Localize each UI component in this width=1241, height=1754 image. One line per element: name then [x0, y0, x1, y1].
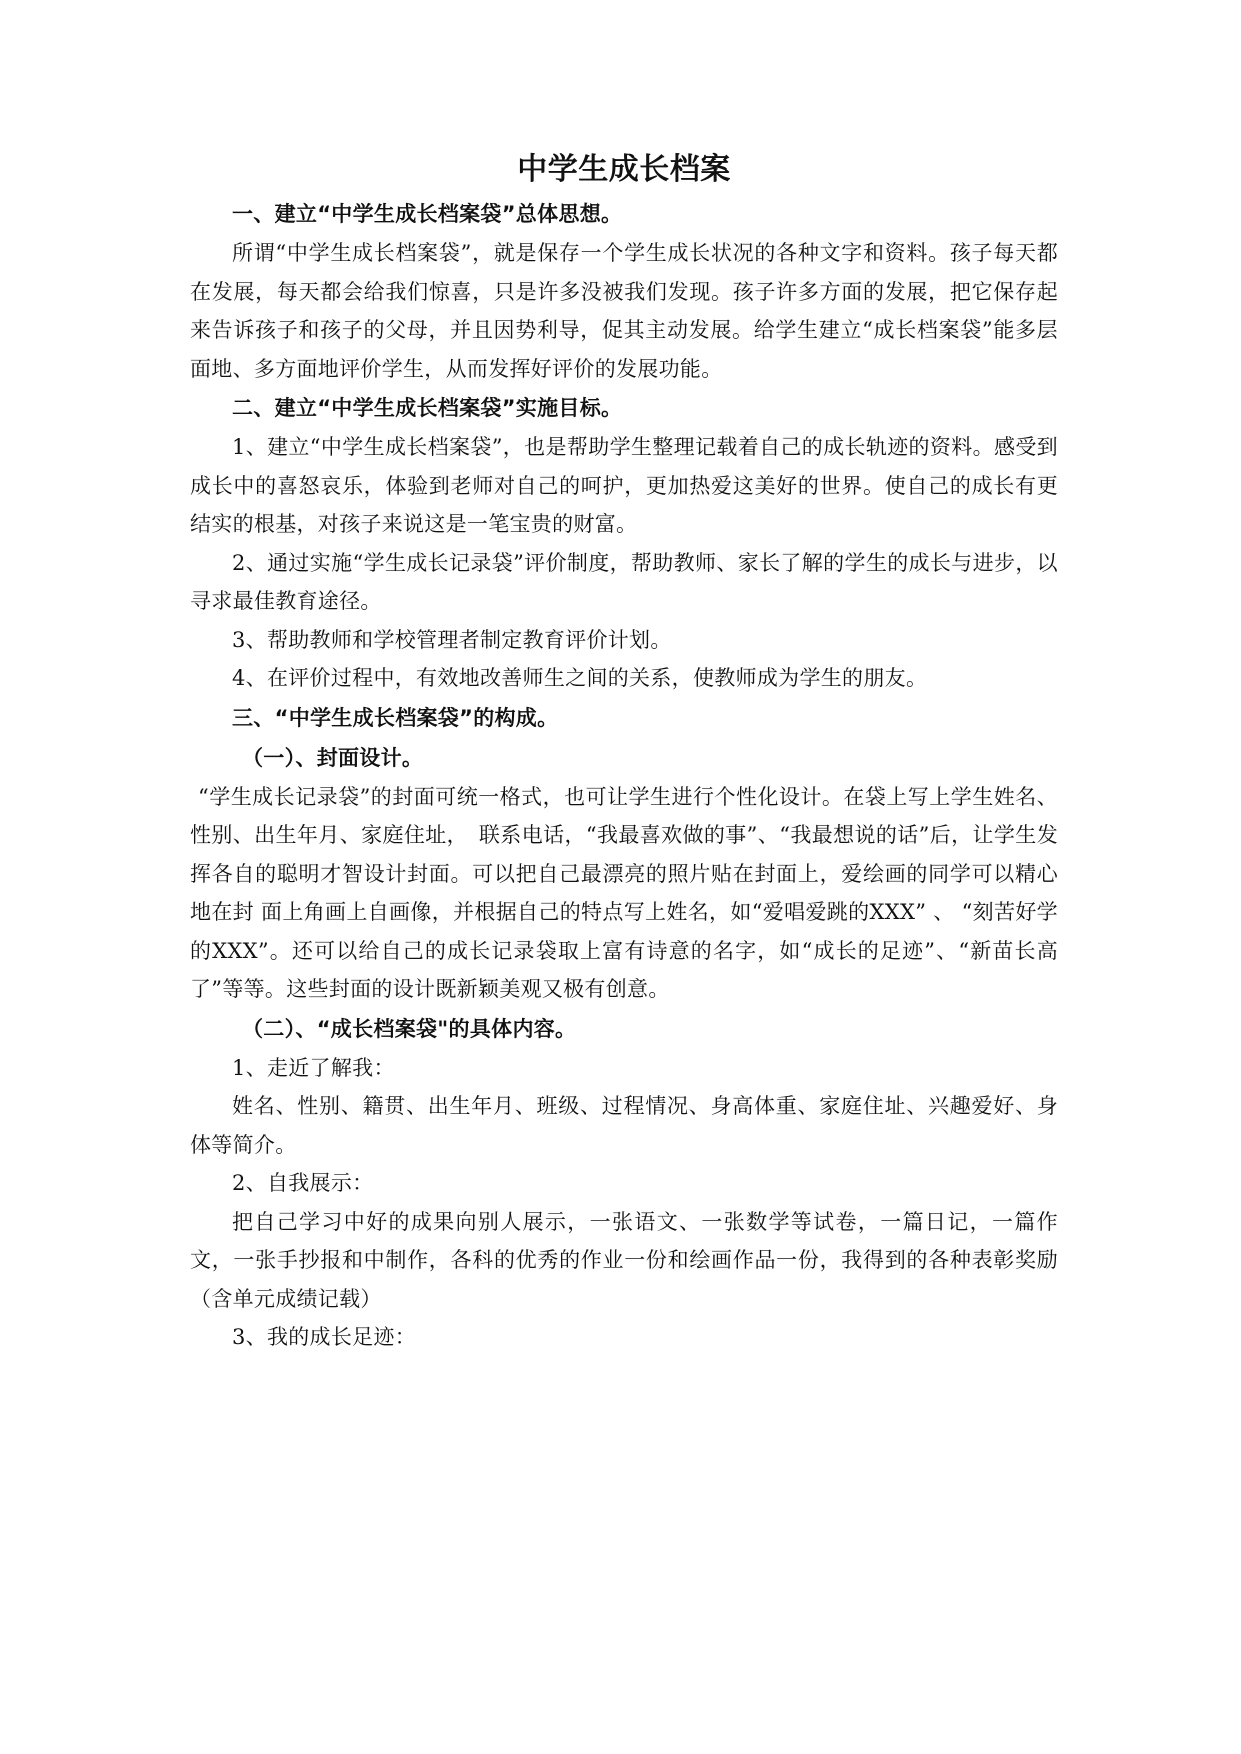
subsection-heading-cover: （一）、封面设计。	[242, 745, 424, 770]
section-heading-2: 二、建立“中学生成长档案袋”实施目标。	[232, 396, 623, 420]
section-heading-3: 三、“中学生成长档案袋”的构成。	[232, 705, 559, 730]
subsection-heading-content: （二）、“成长档案袋"的具体内容。	[242, 1016, 577, 1041]
cover-design-paragraph: “学生成长记录袋”的封面可统一格式，也可让学生进行个性化设计。在袋上写上学生姓名、性别、出生年月、家庭住址， 联系电话，“我最喜欢做的事”、“我最想说的话”后，让学生发挥各自的聪明才智设计封面。可以把自己最漂亮的照片贴在封面上，爱绘画的同学可以精心地在封 面上角画上自画像，并根据自己的特点写上姓名，如“爱唱爱跳的XXX” 、 “刻苦好学的XXX”。还可以给自己的成长记录袋取上富有诗意的名字，如“成长的足迹”、“新苗长高了”等等。这些封面的设计既新颖美观又极有创意。	[190, 784, 1058, 1001]
document-title: 中学生成长档案	[517, 152, 731, 187]
goal-item-4: 4、在评价过程中，有效地改善师生之间的关系，使教师成为学生的朋友。	[232, 666, 928, 690]
content-item-2-text: 把自己学习中好的成果向别人展示，一张语文、一张数学等试卷，一篇日记，一篇作文，一张手抄报和中制作，各科的优秀的作业一份和绘画作品一份，我得到的各种表彰奖励（含单元成绩记载）	[190, 1209, 1058, 1311]
content-item-3-label: 3、我的成长足迹：	[232, 1325, 417, 1349]
section-1-paragraph: 所谓“中学生成长档案袋”，就是保存一个学生成长状况的各种文字和资料。孩子每天都在发展，每天都会给我们惊喜，只是许多没被我们发现。孩子许多方面的发展，把它保存起来告诉孩子和孩子的父母，并且因势利导，促其主动发展。给学生建立“成长档案袋”能多层面地、多方面地评价学生，从而发挥好评价的发展功能。	[190, 241, 1058, 381]
section-heading-1: 一、建立“中学生成长档案袋”总体思想。	[232, 202, 623, 226]
goal-item-2: 2、通过实施“学生成长记录袋”评价制度，帮助教师、家长了解的学生的成长与进步，以寻求最佳教育途径。	[190, 550, 1058, 613]
content-item-1-label: 1、走近了解我：	[232, 1055, 395, 1080]
content-item-2-label: 2、自我展示：	[232, 1171, 374, 1195]
goal-item-3: 3、帮助教师和学校管理者制定教育评价计划。	[232, 627, 672, 652]
document-page	[190, 148, 1058, 1357]
goal-item-1: 1、建立“中学生成长档案袋”，也是帮助学生整理记载着自己的成长轨迹的资料。感受到成长中的喜怒哀乐，体验到老师对自己的呵护，更加热爱这美好的世界。使自己的成长有更结实的根基，对孩子来说这是一笔宝贵的财富。	[190, 435, 1058, 536]
content-item-1-text: 姓名、性别、籍贯、出生年月、班级、过程情况、身高体重、家庭住址、兴趣爱好、身体等简介。	[190, 1094, 1058, 1157]
